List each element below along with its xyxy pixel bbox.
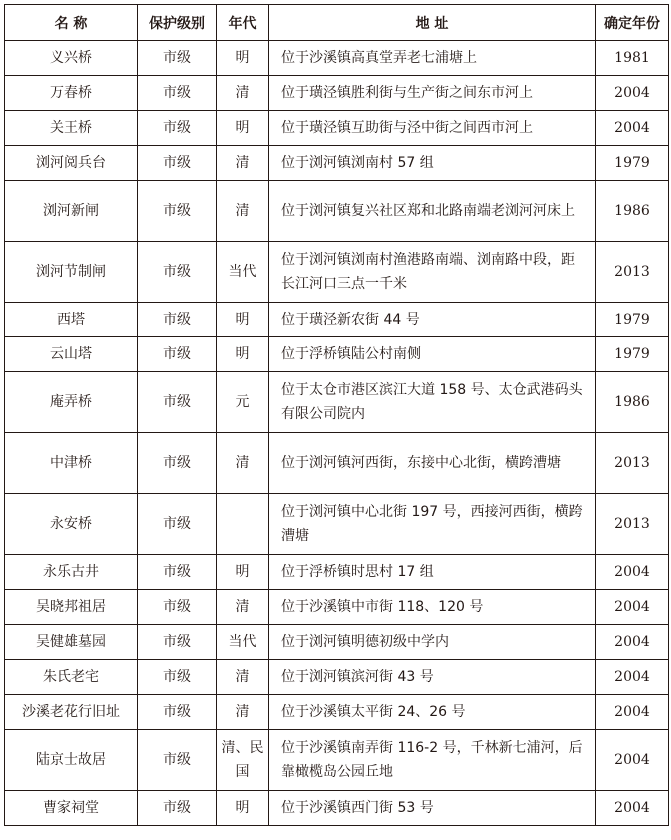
cell-address: 位于沙溪镇高真堂弄老七浦塘上 [269,41,596,76]
cell-name: 陆京士故居 [5,729,138,790]
cell-name: 曹家祠堂 [5,790,138,825]
cell-address: 位于璜泾镇互助街与泾中街之间西市河上 [269,110,596,145]
cell-name: 浏河新闸 [5,180,138,241]
cell-name: 朱氏老宅 [5,660,138,695]
table-row [5,555,669,590]
cell-name: 永乐古井 [5,555,138,590]
cell-address: 位于浏河镇明德初级中学内 [269,625,596,660]
table-row [5,180,669,241]
table-row [5,433,669,494]
cell-year: 1979 [596,337,669,372]
cell-address: 位于浮桥镇时思村 17 组 [269,555,596,590]
cell-address: 位于璜泾镇胜利街与生产街之间东市河上 [269,75,596,110]
cell-era: 清 [217,75,269,110]
cell-address: 位于浏河镇浏南村 57 组 [269,145,596,180]
table-row [5,302,669,337]
cell-name: 浏河节制闸 [5,241,138,302]
cell-level: 市级 [138,180,217,241]
table-row [5,337,669,372]
cell-level: 市级 [138,590,217,625]
cell-address: 位于浏河镇滨河街 43 号 [269,660,596,695]
table-row [5,494,669,555]
table-row [5,790,669,825]
cell-name: 万春桥 [5,75,138,110]
cell-year: 1979 [596,302,669,337]
cell-era: 明 [217,790,269,825]
cell-name: 沙溪老花行旧址 [5,694,138,729]
cell-year: 2004 [596,729,669,790]
cell-address: 位于璜泾新农街 44 号 [269,302,596,337]
cell-era: 当代 [217,625,269,660]
cell-name: 义兴桥 [5,41,138,76]
cell-era: 清 [217,590,269,625]
cell-level: 市级 [138,75,217,110]
cell-address: 位于浏河镇中心北街 197 号，西接河西街，横跨漕塘 [269,494,596,555]
table-row [5,41,669,76]
cell-address: 位于浮桥镇陆公村南侧 [269,337,596,372]
cell-year: 2004 [596,555,669,590]
table-row [5,241,669,302]
table-row [5,729,669,790]
cell-level: 市级 [138,694,217,729]
cell-name: 吴健雄墓园 [5,625,138,660]
cell-name: 庵弄桥 [5,372,138,433]
cell-year: 1979 [596,145,669,180]
cell-name: 云山塔 [5,337,138,372]
cell-level: 市级 [138,555,217,590]
cell-year: 1981 [596,41,669,76]
table-row [5,590,669,625]
table-row [5,625,669,660]
cell-era: 清 [217,660,269,695]
cell-year: 2004 [596,75,669,110]
cell-year: 2004 [596,590,669,625]
cell-level: 市级 [138,372,217,433]
cell-level: 市级 [138,302,217,337]
cell-era [217,494,269,555]
cell-era: 当代 [217,241,269,302]
header-level: 保护级别 [138,5,217,41]
header-address: 地 址 [269,5,596,41]
cell-address: 位于浏河镇复兴社区郑和北路南端老浏河河床上 [269,180,596,241]
cell-name: 西塔 [5,302,138,337]
cell-level: 市级 [138,790,217,825]
table-row [5,372,669,433]
cell-year: 1986 [596,180,669,241]
cell-level: 市级 [138,729,217,790]
cell-era: 清 [217,694,269,729]
cell-era: 元 [217,372,269,433]
cell-level: 市级 [138,433,217,494]
cell-name: 吴晓邦祖居 [5,590,138,625]
cell-year: 2013 [596,241,669,302]
cell-era: 明 [217,110,269,145]
cell-name: 中津桥 [5,433,138,494]
cell-year: 1986 [596,372,669,433]
header-era: 年代 [217,5,269,41]
cell-year: 2004 [596,625,669,660]
table-row [5,75,669,110]
cell-era: 明 [217,337,269,372]
table-row [5,145,669,180]
cell-year: 2013 [596,494,669,555]
cell-level: 市级 [138,241,217,302]
cell-era: 明 [217,555,269,590]
cell-level: 市级 [138,625,217,660]
cell-era: 明 [217,41,269,76]
cell-name: 浏河阅兵台 [5,145,138,180]
cell-address: 位于沙溪镇中市街 118、120 号 [269,590,596,625]
cell-level: 市级 [138,41,217,76]
cell-level: 市级 [138,110,217,145]
heritage-table [4,4,669,826]
cell-level: 市级 [138,494,217,555]
cell-era: 明 [217,302,269,337]
cell-address: 位于沙溪镇西门街 53 号 [269,790,596,825]
table-row [5,110,669,145]
cell-era: 清 [217,180,269,241]
header-year: 确定年份 [596,5,669,41]
cell-level: 市级 [138,337,217,372]
cell-year: 2004 [596,110,669,145]
cell-address: 位于浏河镇浏南村渔港路南端、浏南路中段，距长江河口三点一千米 [269,241,596,302]
cell-era: 清 [217,433,269,494]
cell-era: 清 [217,145,269,180]
cell-era: 清、民国 [217,729,269,790]
cell-address: 位于浏河镇河西街，东接中心北街，横跨漕塘 [269,433,596,494]
header-name: 名 称 [5,5,138,41]
cell-address: 位于太仓市港区滨江大道 158 号、太仓武港码头有限公司院内 [269,372,596,433]
cell-level: 市级 [138,145,217,180]
table-row [5,660,669,695]
cell-year: 2004 [596,694,669,729]
cell-address: 位于沙溪镇南弄街 116-2 号，千林新七浦河，后靠橄榄岛公园丘地 [269,729,596,790]
table-row [5,694,669,729]
cell-name: 永安桥 [5,494,138,555]
cell-year: 2004 [596,790,669,825]
cell-year: 2004 [596,660,669,695]
cell-level: 市级 [138,660,217,695]
cell-name: 关王桥 [5,110,138,145]
cell-address: 位于沙溪镇太平街 24、26 号 [269,694,596,729]
header-row [5,5,669,41]
cell-year: 2013 [596,433,669,494]
